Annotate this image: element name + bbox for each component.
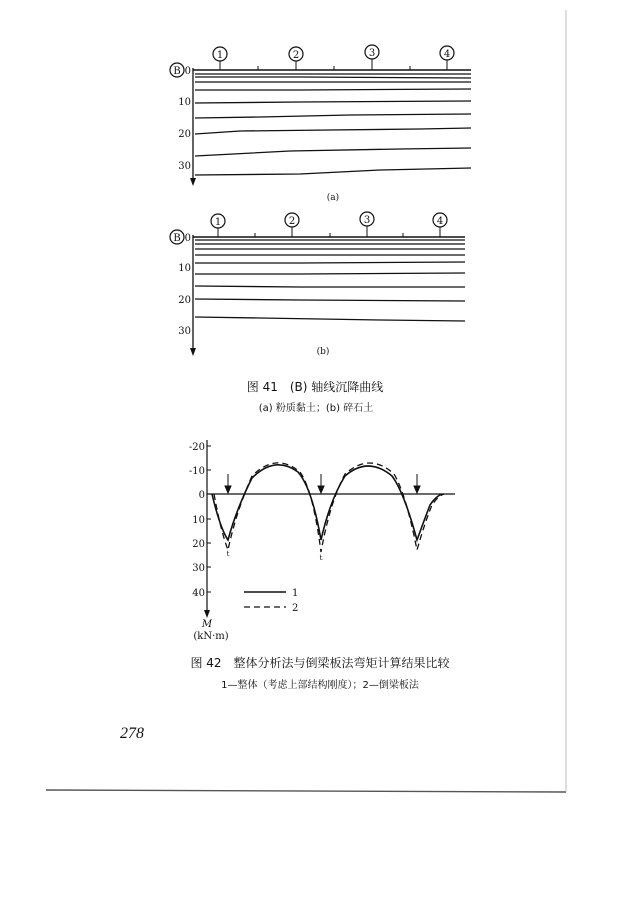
y-tick: -10 [188, 466, 205, 477]
axis-label-unit: (kN·m) [193, 631, 229, 642]
column-marker-3 [365, 45, 379, 70]
column-label: 1 [216, 50, 224, 61]
depth-tick: 30 [178, 326, 191, 337]
svg-text:t: t [226, 550, 230, 558]
depth-tick: 10 [178, 97, 191, 108]
column-label: 4 [436, 216, 444, 227]
column-marker-2 [285, 213, 299, 237]
column-marker-1 [213, 47, 227, 70]
figure-42-caption: 图 42 整体分析法与倒梁板法弯矩计算结果比较 [190, 656, 450, 670]
column-marker-4 [433, 213, 447, 237]
legend-key: 2 [292, 603, 299, 614]
y-tick: -20 [188, 442, 205, 453]
column-label: 2 [292, 50, 300, 61]
y-tick: 0 [198, 490, 205, 501]
y-tick: 30 [192, 563, 205, 574]
column-marker-4 [440, 46, 454, 70]
subfigure-label-a: (a) [326, 193, 340, 203]
column-label: 4 [443, 49, 451, 60]
settlement-curves-b [195, 240, 465, 321]
figure-42-subcaption: 1—整体（考虑上部结构刚度）；2—倒梁板法 [221, 680, 419, 691]
column-marker-3 [360, 212, 374, 237]
y-tick: 20 [192, 539, 205, 550]
moment-curve-2 [214, 463, 444, 552]
depth-tick: 20 [178, 295, 191, 306]
figure-41-caption: 图 41 (B) 轴线沉降曲线 [246, 380, 384, 394]
depth-tick: 0 [184, 66, 191, 77]
figure-41a [170, 45, 471, 203]
legend [244, 588, 298, 614]
column-marker-1 [211, 214, 225, 237]
page-number: 278 [120, 725, 144, 742]
depth-tick: 30 [178, 161, 191, 172]
depth-tick: 10 [178, 263, 191, 274]
page-bottom-rule [46, 790, 566, 792]
column-label: 1 [214, 217, 222, 228]
column-label: 3 [363, 215, 371, 226]
legend-key: 1 [292, 588, 299, 599]
svg-text:t: t [319, 554, 323, 562]
figure-42 [189, 440, 455, 642]
figure-41-subcaption: (a) 粉质黏土；(b) 碎石土 [258, 403, 374, 414]
column-label: 3 [368, 48, 376, 59]
depth-tick: 0 [184, 233, 191, 244]
axis-b-label: B [173, 233, 181, 244]
moment-curve-1 [212, 465, 442, 540]
subfigure-label-b: (b) [316, 347, 330, 357]
column-marker-2 [289, 47, 303, 70]
axis-b-label: B [173, 66, 181, 77]
y-tick: 10 [192, 515, 205, 526]
column-label: 2 [288, 216, 296, 227]
y-tick: 40 [192, 588, 205, 599]
depth-tick: 20 [178, 129, 191, 140]
settlement-curves-a [195, 74, 471, 175]
axis-label-symbol: M [201, 619, 213, 630]
figure-41b [170, 212, 465, 357]
